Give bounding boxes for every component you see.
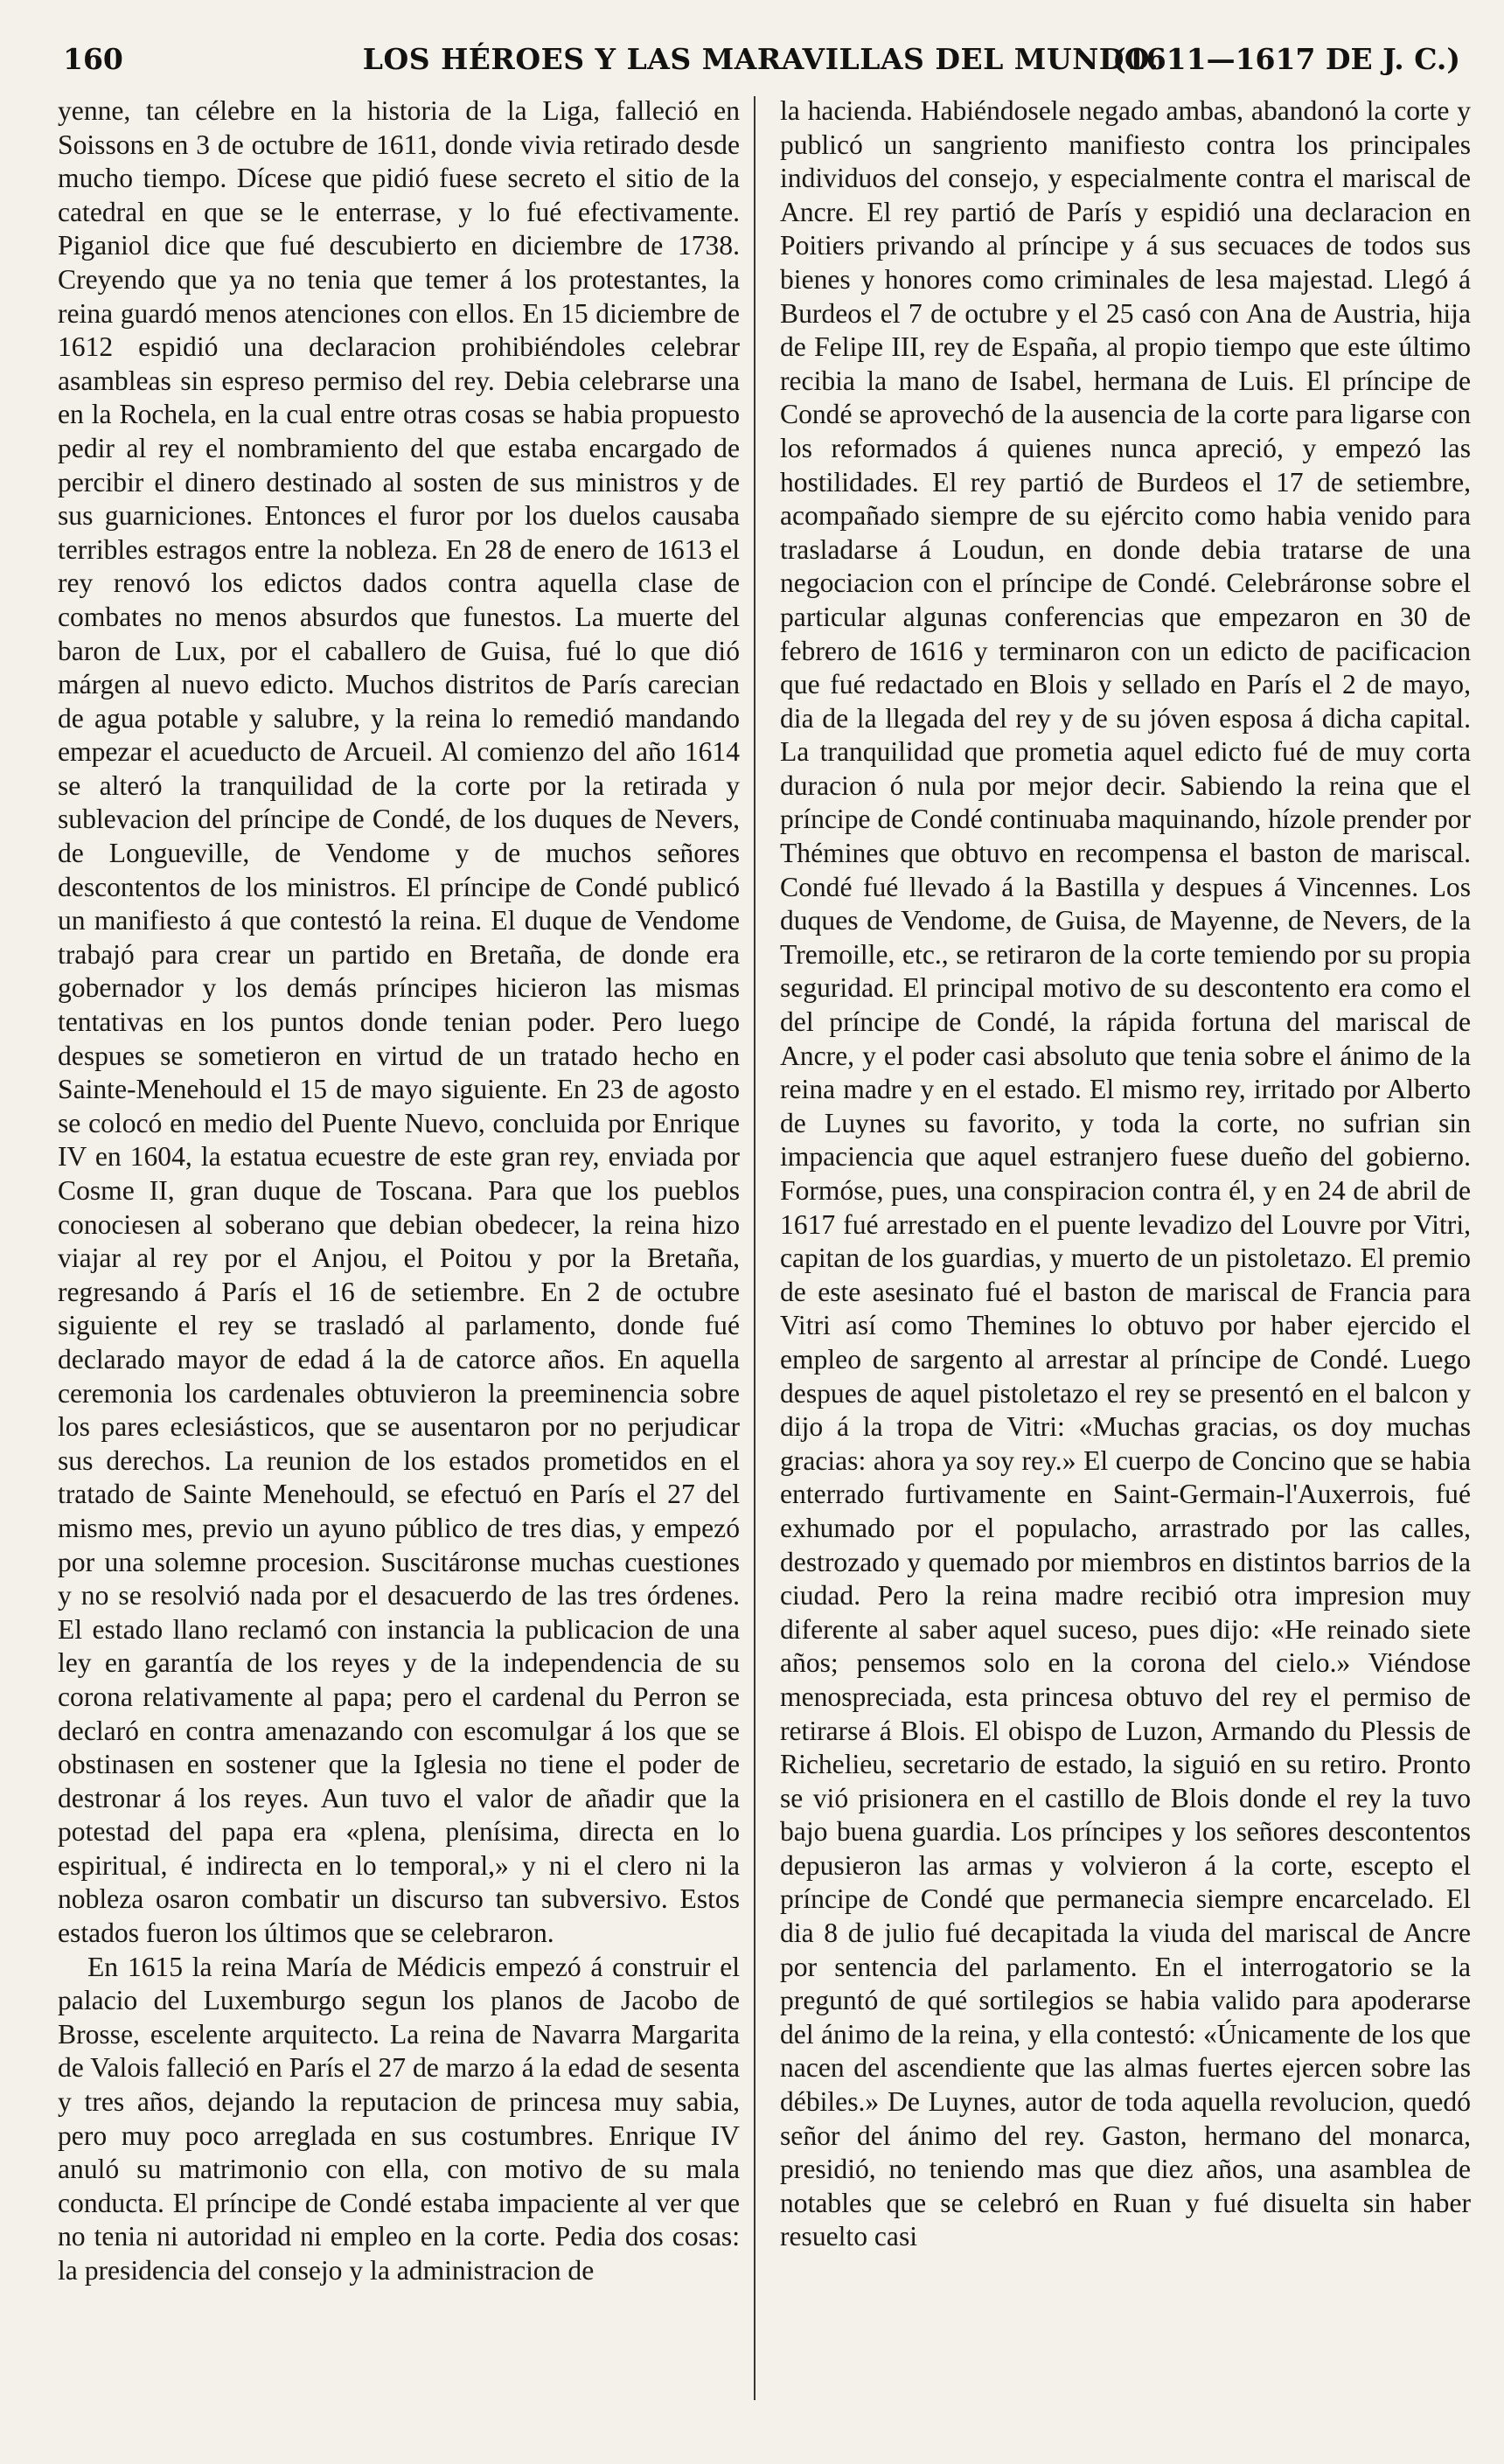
paragraph: En 1615 la reina María de Médicis empezó á construir el palacio del Luxemburgo segun los planos de Jacobo de Brosse, escelente arquitecto. La reina de Navarra Margarita de Valois falleció en París el 27 de marzo á la edad de sesenta y tres años, dejando la reputacion de princesa muy sabia, pero muy poco arreglada en sus costumbres. Enrique IV anuló su matrimonio con ella, con motivo de su mala conducta. El príncipe de Condé estaba impaciente al ver que no tenia ni autoridad ni empleo en la corte. Pedia dos cosas: la presidencia del consejo y la administracion de [58,1951,740,2286]
paragraph: yenne, tan célebre en la historia de la Liga, falleció en Soissons en 3 de octubre de 1611, donde vivia retirado desde mucho tiempo. Dícese que pidió fuese secreto el sitio de la catedral en que se le enterrase, y lo fué efectivamente. Piganiol dice que fué descubierto en diciembre de 1738. Creyendo que ya no tenia que temer á los protestantes, la reina guardó menos atenciones con ellos. En 15 diciembre de 1612 espidió una declaracion prohibiéndoles celebrar asambleas sin espreso permiso del rey. Debia celebrarse una en la Rochela, en la cual entre otras cosas se habia propuesto pedir al rey el nombramiento del que estaba encargado de percibir el dinero destinado al sosten de sus ministros y de sus guarniciones. Entonces el furor por los duelos causaba terribles estragos entre la nobleza. En 28 de enero de 1613 el rey renovó los edictos dados contra aquella clase de combates no menos absurdos que funestos. La muerte del baron de Lux, por el caballero de Guisa, fué lo que dió márgen al nuevo edicto. Muchos distritos de París carecian de agua potable y salubre, y la reina lo remedió mandando empezar el acueducto de Arcueil. Al comienzo del año 1614 se alteró la tranquilidad de la corte por la retirada y sublevacion del príncipe de Condé, de los duques de Nevers, de Longueville, de Vendome y de muchos señores descontentos de los ministros. El príncipe de Condé publicó un manifiesto á que contestó la reina. El duque de Vendome trabajó para crear un partido en Bretaña, de donde era gobernador y los demás príncipes hicieron las mismas tentativas en los puntos donde tenian poder. Pero luego despues se sometieron en virtud de un tratado hecho en Sainte-Menehould el 15 de mayo siguiente. En 23 de agosto se colocó en medio del Puente Nuevo, concluida por Enrique IV en 1604, la estatua ecuestre de este gran rey, enviada por Cosme II, gran duque de Toscana. Para que los pueblos conociesen al soberano que debian obedecer, la reina hizo viajar al rey por el Anjou, el Poitou y por la Bretaña, regresando á París el 16 de setiembre. En 2 de octubre siguiente el rey se trasladó al parlamento, donde fué declarado mayor de edad á la de catorce años. En aquella ceremonia los cardenales obtuvieron la preeminencia sobre los pares eclesiásticos, que se ausentaron por no perjudicar sus derechos. La reunion de los estados prometidos en el tratado de Sainte Menehould, se efectuó en París el 27 del mismo mes, previo un ayuno público de tres dias, y empezó por una solemne procesion. Suscitáronse muchas cuestiones y no se resolvió nada por el desacuerdo de las tres órdenes. El estado llano reclamó con instancia la publicacion de una ley en garantía de los reyes y de la independencia de su corona relativamente al papa; pero el cardenal du Perron se declaró en contra amenazando con escomulgar á los que se obstinasen en sostener que la Iglesia no tiene el poder de destronar á los reyes. Aun tuvo el valor de añadir que la potestad del papa era «plena, plenísima, directa en lo espiritual, é indirecta en lo temporal,» y ni el clero ni la nobleza osaron combatir un discurso tan subversivo. Estos estados fueron los últimos que se celebraron. [58,95,740,1949]
running-title: LOS HÉROES Y LAS MARAVILLAS DEL MUNDO. [362,42,1159,76]
column-divider [754,96,755,2400]
right-column [780,94,1471,2254]
date-range: (1611—1617 DE J. C.) [1112,42,1460,76]
left-column [58,94,740,2288]
page-number: 160 [63,42,123,76]
running-header [52,42,1469,87]
paragraph: la hacienda. Habiéndosele negado ambas, abandonó la corte y publicó un sangriento manifiesto contra los principales individuos del consejo, y especialmente contra el mariscal de Ancre. El rey partió de París y espidió una declaracion en Poitiers privando al príncipe y á sus secuaces de todos sus bienes y honores como criminales de lesa majestad. Llegó á Burdeos el 7 de octubre y el 25 casó con Ana de Austria, hija de Felipe III, rey de España, al propio tiempo que este último recibia la mano de Isabel, hermana de Luis. El príncipe de Condé se aprovechó de la ausencia de la corte para ligarse con los reformados á quienes nunca apreció, y empezó las hostilidades. El rey partió de Burdeos el 17 de setiembre, acompañado siempre de su ejército como habia venido para trasladarse á Loudun, en donde debia tratarse de una negociacion con el príncipe de Condé. Celebráronse sobre el particular algunas conferencias que empezaron en 30 de febrero de 1616 y terminaron con un edicto de pacificacion que fué redactado en Blois y sellado en París el 2 de mayo, dia de la llegada del rey y de su jóven esposa á dicha capital. La tranquilidad que prometia aquel edicto fué de muy corta duracion ó nula por mejor decir. Sabiendo la reina que el príncipe de Condé continuaba maquinando, hízole prender por Thémines que obtuvo en recompensa el baston de mariscal. Condé fué llevado á la Bastilla y despues á Vincennes. Los duques de Vendome, de Guisa, de Mayenne, de Nevers, de la Tremoille, etc., se retiraron de la corte temiendo por su propia seguridad. El principal motivo de su descontento era como el del príncipe de Condé, la rápida fortuna del mariscal de Ancre, y el poder casi absoluto que tenia sobre el ánimo de la reina madre y en el estado. El mismo rey, irritado por Alberto de Luynes su favorito, y toda la corte, no sufrian sin impaciencia que aquel estranjero fuese dueño del gobierno. Formóse, pues, una conspiracion contra él, y en 24 de abril de 1617 fué arrestado en el puente levadizo del Louvre por Vitri, capitan de los guardias, y muerto de un pistoletazo. El premio de este asesinato fué el baston de mariscal de Francia para Vitri así como Themines lo obtuvo por haber ejercido el empleo de sargento al arrestar al príncipe de Condé. Luego despues de aquel pistoletazo el rey se presentó en el balcon y dijo á la tropa de Vitri: «Muchas gracias, os doy muchas gracias: ahora ya soy rey.» El cuerpo de Concino que se habia enterrado furtivamente en Saint-Germain-l'Auxerrois, fué exhumado por el populacho, arrastrado por las calles, destrozado y quemado por miembros en distintos barrios de la ciudad. Pero la reina madre recibió otra impresion muy diferente al saber aquel suceso, pues dijo: «He reinado siete años; pensemos solo en la corona del cielo.» Viéndose menospreciada, esta princesa obtuvo del rey el permiso de retirarse á Blois. El obispo de Luzon, Armando du Plessis de Richelieu, secretario de estado, la siguió en su retiro. Pronto se vió prisionera en el castillo de Blois donde el rey la tuvo bajo buena guardia. Los príncipes y los señores descontentos depusieron las armas y volvieron á la corte, escepto el príncipe de Condé que permanecia siempre encarcelado. El dia 8 de julio fué decapitada la viuda del mariscal de Ancre por sentencia del parlamento. En el interrogatorio se la preguntó de qué sortilegios se habia valido para apoderarse del ánimo de la reina, y ella contestó: «Únicamente de los que nacen del ascendiente que las almas fuertes ejercen sobre las débiles.» De Luynes, autor de toda aquella revolucion, quedó señor del ánimo del rey. Gaston, hermano del monarca, presidió, no teniendo mas que diez años, una asamblea de notables que se celebró en Ruan y fué disuelta sin haber resuelto casi [780,95,1471,2252]
